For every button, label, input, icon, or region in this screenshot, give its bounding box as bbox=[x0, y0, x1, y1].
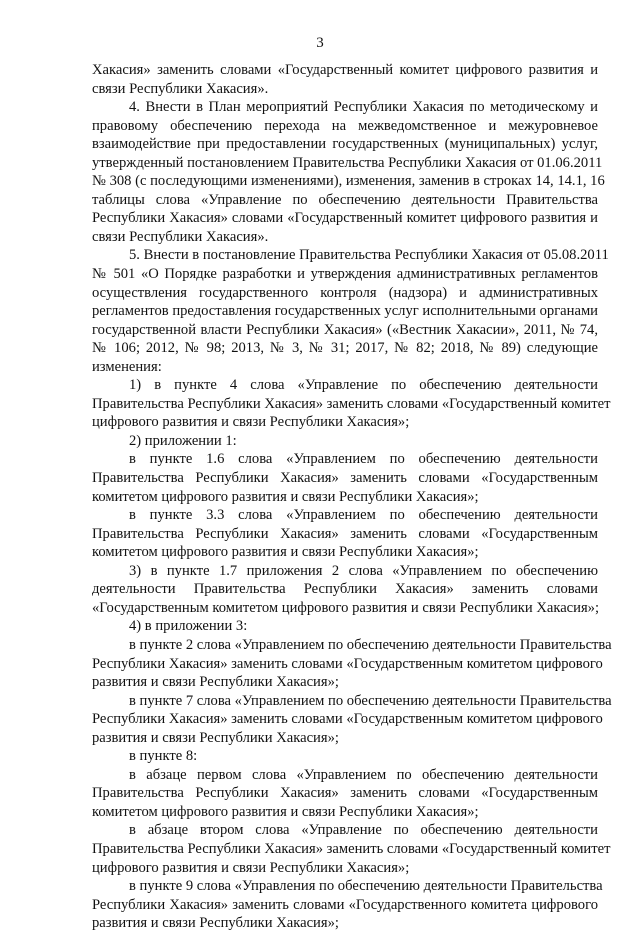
text-line: развития и связи Республики Хакасия»; bbox=[92, 674, 339, 691]
text-line: Правительства Республики Хакасия» заменить словами «Государственным bbox=[92, 470, 598, 487]
text-line: цифрового развития и связи Республики Хакасия»; bbox=[92, 414, 410, 431]
text-line: развития и связи Республики Хакасия»; bbox=[92, 915, 339, 932]
text-line: в пункте 7 слова «Управлением по обеспечению деятельности Правительства bbox=[129, 692, 612, 709]
text-line: «Государственным комитетом цифрового развития и связи Республики Хакасия»; bbox=[92, 599, 600, 616]
text-line: 3) в пункте 1.7 приложения 2 слова «Управлением по обеспечению bbox=[129, 562, 598, 579]
text-line: Республики Хакасия» заменить словами «Государственным комитетом цифрового bbox=[92, 711, 603, 728]
text-line: в пункте 1.6 слова «Управлением по обеспечению деятельности bbox=[129, 451, 598, 468]
text-line: № 106; 2012, № 98; 2013, № 3, № 31; 2017, № 82; 2018, № 89) следующие bbox=[92, 340, 598, 357]
text-line: в пункте 8: bbox=[129, 748, 198, 765]
text-line: связи Республики Хакасия». bbox=[92, 228, 269, 245]
text-line: регламентов предоставления государственных услуг исполнительными органами bbox=[92, 303, 598, 320]
page-number: 3 bbox=[316, 35, 324, 51]
text-line: Правительства Республики Хакасия» заменить словами «Государственным bbox=[92, 785, 598, 802]
text-line: изменения: bbox=[92, 358, 162, 375]
document-body bbox=[92, 61, 612, 933]
text-line: 5. Внести в постановление Правительства Республики Хакасия от 05.08.2011 bbox=[129, 247, 609, 264]
text-line: в пункте 3.3 слова «Управлением по обеспечению деятельности bbox=[129, 507, 598, 524]
text-line: комитетом цифрового развития и связи Республики Хакасия»; bbox=[92, 803, 479, 820]
text-line: в пункте 2 слова «Управлением по обеспечению деятельности Правительства bbox=[129, 636, 612, 653]
text-line: Правительства Республики Хакасия» заменить словами «Государственный комитет bbox=[92, 395, 611, 412]
text-line: в пункте 9 слова «Управления по обеспечению деятельности Правительства bbox=[129, 878, 603, 895]
text-line: 4. Внести в План мероприятий Республики Хакасия по методическому и bbox=[129, 99, 598, 116]
text-line: № 501 «О Порядке разработки и утверждения административных регламентов bbox=[92, 266, 598, 283]
text-line: связи Республики Хакасия». bbox=[92, 80, 269, 97]
text-line: развития и связи Республики Хакасия»; bbox=[92, 729, 339, 746]
text-line: Хакасия» заменить словами «Государственный комитет цифрового развития и bbox=[92, 62, 598, 78]
text-line: № 308 (с последующими изменениями), изменения, заменив в строках 14, 14.1, 16 bbox=[92, 173, 605, 190]
text-line: государственной власти Республики Хакасия» («Вестник Хакасии», 2011, № 74, bbox=[92, 321, 598, 338]
text-line: Республики Хакасия» заменить словами «Государственного комитета цифрового bbox=[92, 896, 598, 913]
text-line: комитетом цифрового развития и связи Республики Хакасия»; bbox=[92, 544, 479, 561]
text-line: таблицы слова «Управление по обеспечению деятельности Правительства bbox=[92, 191, 598, 208]
text-line: комитетом цифрового развития и связи Республики Хакасия»; bbox=[92, 488, 479, 505]
text-line: осуществления государственного контроля (надзора) и административных bbox=[92, 284, 598, 301]
text-line: правовому обеспечению перехода на межведомственное и межуровневое bbox=[92, 117, 598, 134]
text-line: 1) в пункте 4 слова «Управление по обеспечению деятельности bbox=[129, 377, 598, 394]
text-line: в абзаце втором слова «Управление по обеспечению деятельности bbox=[129, 822, 598, 839]
text-line: Правительства Республики Хакасия» заменить словами «Государственным bbox=[92, 525, 598, 542]
text-line: в абзаце первом слова «Управлением по обеспечению деятельности bbox=[129, 766, 598, 783]
text-line: 2) приложении 1: bbox=[129, 432, 237, 449]
text-line: Республики Хакасия» заменить словами «Государственным комитетом цифрового bbox=[92, 655, 603, 672]
text-line: деятельности Правительства Республики Хакасия» заменить словами bbox=[92, 581, 598, 598]
text-line: взаимодействие при предоставлении государственных (муниципальных) услуг, bbox=[92, 136, 598, 153]
text-line: цифрового развития и связи Республики Хакасия»; bbox=[92, 859, 410, 876]
text-line: утвержденный постановлением Правительства Республики Хакасия от 01.06.2011 bbox=[92, 154, 603, 171]
text-line: 4) в приложении 3: bbox=[129, 618, 248, 635]
text-line: Правительства Республики Хакасия» заменить словами «Государственный комитет bbox=[92, 840, 611, 857]
text-line: Республики Хакасия» словами «Государственный комитет цифрового развития и bbox=[92, 210, 598, 227]
